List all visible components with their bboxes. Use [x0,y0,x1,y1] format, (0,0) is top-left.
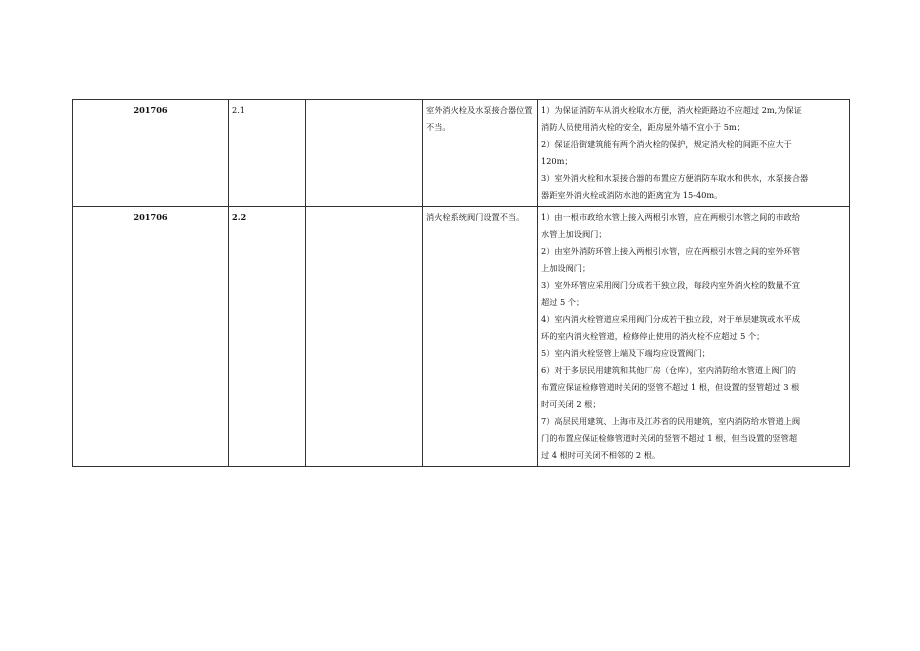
requirement-line: 上加设阀门； [541,263,591,273]
requirement-line: 4）室内消火栓管道应采用阀门分成若干独立段，对于单层建筑或水平成 [541,314,801,324]
requirement-line: 5）室内消火栓竖管上端及下端均应设置阀门； [541,348,710,358]
table-row [73,207,850,467]
item-number-cell: 2.1 [229,100,306,207]
requirement-line: 水管上加设阀门； [541,229,607,239]
requirement-line: 6）对于多层民用建筑和其他厂房（仓库），室内消防给水管道上阀门的 [541,365,796,375]
requirement-line: 时可关闭 2 根； [541,399,601,409]
requirement-line: 过 4 根时可关闭不相邻的 2 根。 [541,450,661,460]
blank-cell [306,207,423,467]
blank-cell [306,100,423,207]
requirement-line: 超过 5 个； [541,297,585,307]
date-cell: 201706 [73,207,229,467]
requirement-line: 2）由室外消防环管上接入两根引水管，应在两根引水管之间的室外环管 [541,246,801,256]
requirement-line: 3）室外环管应采用阀门分成若干独立段，每段内室外消火栓的数量不宜 [541,280,801,290]
requirement-line: 消防人员使用消火栓的安全，距房屋外墙不宜小于 5m； [541,122,745,132]
requirement-line: 器距室外消火栓或消防水池的距离宜为 15-40m。 [541,190,723,200]
requirements-cell [538,100,850,207]
item-number-cell: 2.2 [229,207,306,467]
issue-cell: 室外消火栓及水泵接合器位置不当。 [423,100,538,207]
requirement-line: 7）高层民用建筑、上海市及江苏省的民用建筑，室内消防给水管道上阀 [541,416,801,426]
issue-cell: 消火栓系统阀门设置不当。 [423,207,538,467]
requirement-line: 2）保证沿街建筑能有两个消火栓的保护，规定消火栓的间距不应大于 [541,139,792,149]
requirement-line: 120m； [541,156,573,166]
date-cell: 201706 [73,100,229,207]
requirements-cell [538,207,850,467]
inspection-table [72,99,850,467]
requirement-line: 门的布置应保证检修管道时关闭的竖管不超过 1 根，但当设置的竖管超 [541,433,798,443]
requirement-line: 1）为保证消防车从消火栓取水方便，消火栓距路边不应超过 2m,为保证 [541,105,802,115]
requirement-line: 1）由一根市政给水管上接入两根引水管，应在两根引水管之间的市政给 [541,212,801,222]
requirement-line: 3）室外消火栓和水泵接合器的布置应方便消防车取水和供水，水泵接合器 [541,173,809,183]
requirement-line: 环的室内消火栓管道，检修停止使用的消火栓不应超过 5 个； [541,331,765,341]
table-row [73,100,850,207]
requirement-line: 布置应保证检修管道时关闭的竖管不超过 1 根，但设置的竖管超过 3 根 [541,382,800,392]
